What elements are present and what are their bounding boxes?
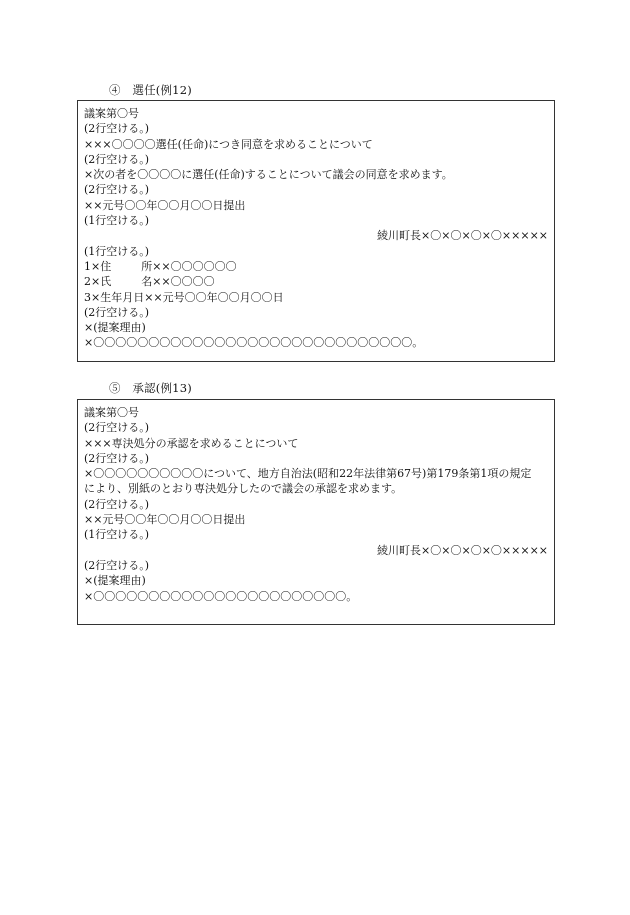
reason-text: ×〇〇〇〇〇〇〇〇〇〇〇〇〇〇〇〇〇〇〇〇〇〇〇〇〇〇〇〇〇。: [84, 336, 424, 350]
section-heading-appointment: ④ 選任(例12): [109, 83, 192, 97]
spacer-note: (2行空ける。): [84, 451, 150, 465]
field-name-value: 名××〇〇〇〇: [141, 275, 215, 289]
bill-template-appointment: [77, 100, 555, 362]
bill-body-continued: により、別紙のとおり専決処分したので議会の承認を求めます。: [84, 482, 403, 496]
field-address-prefix: 1×住: [84, 259, 112, 273]
section-heading-approval: ⑤ 承認(例13): [109, 381, 192, 395]
reason-text: ×〇〇〇〇〇〇〇〇〇〇〇〇〇〇〇〇〇〇〇〇〇〇〇。: [84, 589, 358, 603]
bill-number: 議案第〇号: [84, 406, 139, 419]
signature-line: 綾川町長×〇×〇×〇×〇×××××: [377, 543, 548, 557]
spacer-note: (2行空ける。): [84, 497, 150, 511]
field-name-prefix: 2×氏: [84, 275, 112, 289]
spacer-note: (1行空ける。): [84, 214, 150, 228]
bill-number: 議案第〇号: [84, 107, 139, 120]
spacer-note: (2行空ける。): [84, 122, 150, 136]
spacer-note: (2行空ける。): [84, 421, 150, 435]
field-address-value: 所××〇〇〇〇〇〇: [141, 259, 237, 273]
spacer-note: (2行空ける。): [84, 152, 150, 166]
signature-line: 綾川町長×〇×〇×〇×〇×××××: [377, 229, 548, 243]
spacer-note: (2行空ける。): [84, 305, 150, 319]
spacer-note: (1行空ける。): [84, 244, 150, 258]
bill-body: ×次の者を〇〇〇〇に選任(任命)することについて議会の同意を求めます。: [84, 168, 453, 182]
spacer-note: (1行空ける。): [84, 528, 150, 542]
spacer-note: (2行空ける。): [84, 558, 150, 572]
bill-title: ×××〇〇〇〇選任(任命)につき同意を求めることについて: [84, 137, 373, 151]
spacer-note: (2行空ける。): [84, 183, 150, 197]
field-address: [84, 259, 548, 274]
submission-date: ××元号〇〇年〇〇月〇〇日提出: [84, 513, 246, 527]
reason-heading: ×(提案理由): [84, 321, 146, 335]
bill-template-approval: [77, 399, 555, 625]
submission-date: ××元号〇〇年〇〇月〇〇日提出: [84, 198, 246, 212]
field-birthdate: 3×生年月日××元号〇〇年〇〇月〇〇日: [84, 290, 284, 304]
reason-heading: ×(提案理由): [84, 574, 146, 588]
field-name: [84, 274, 548, 289]
bill-body: ×〇〇〇〇〇〇〇〇〇〇について、地方自治法(昭和22年法律第67号)第179条第1項の規定: [84, 467, 532, 481]
bill-title: ×××専決処分の承認を求めることについて: [84, 436, 299, 450]
